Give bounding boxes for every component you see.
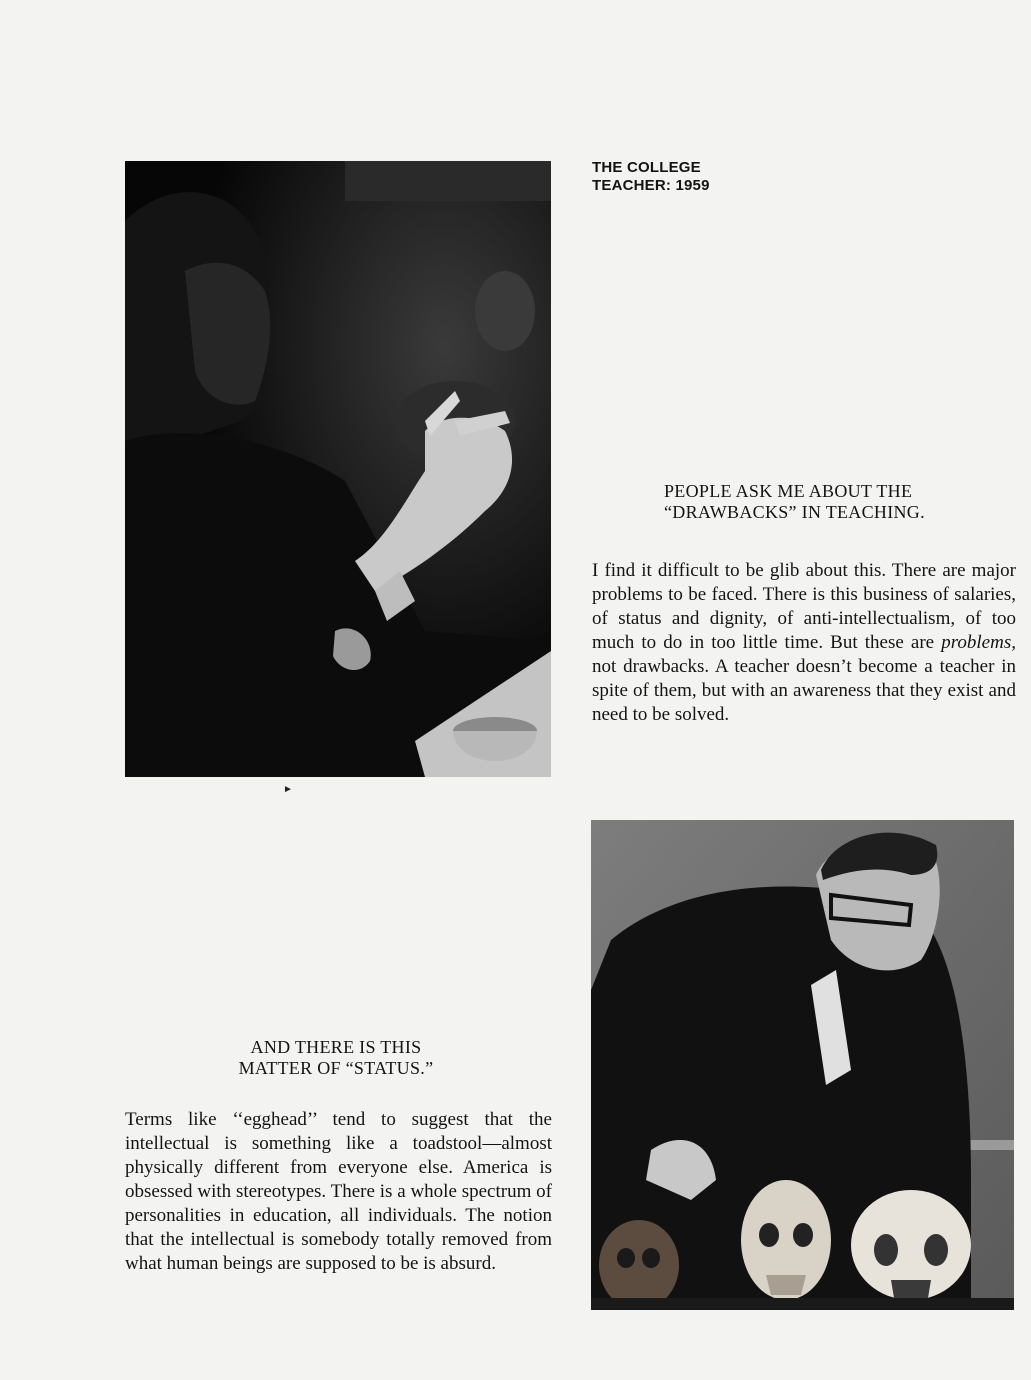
arrow-mark-icon: ►	[283, 784, 293, 795]
paragraph-emphasis: problems,	[941, 632, 1016, 653]
heading-line-1: AND THERE IS THIS	[250, 1037, 422, 1057]
section-heading-status	[200, 1037, 472, 1079]
heading-line-1: PEOPLE ASK ME ABOUT THE	[664, 481, 913, 501]
paragraph-text-before: I find it difficult to be glib about this. There are major problems to be faced. There is this business of salaries, of status and dignity, of anti-intellectualism, of too much to do in too little time. But these are	[592, 560, 1016, 653]
paragraph-status: Terms like ‘‘egghead’’ tend to suggest that the intellectual is something like a toadstool—almost physically different from everyone else. America is obsessed with stereotypes. There is a whole spectrum of personalities in education, all individuals. The notion that the intellectual is somebody totally removed from what human beings are supposed to be is absurd.	[125, 1109, 552, 1274]
heading-line-2: “DRAWBACKS” IN TEACHING.	[664, 502, 925, 522]
paragraph-text-after: not drawbacks. A teacher doesn’t become a teacher in spite of them, but with an awareness that they exist and need to be solved.	[592, 656, 1016, 725]
caption-line-2: TEACHER: 1959	[592, 177, 710, 194]
page-caption	[592, 159, 710, 195]
heading-line-2: MATTER OF “STATUS.”	[238, 1058, 434, 1078]
caption-line-1: THE COLLEGE	[592, 159, 701, 176]
photo-man-with-skulls	[591, 820, 1014, 1310]
photo-man-gesturing	[125, 161, 551, 777]
section-heading-drawbacks	[664, 481, 925, 523]
paragraph-drawbacks	[592, 559, 1016, 727]
